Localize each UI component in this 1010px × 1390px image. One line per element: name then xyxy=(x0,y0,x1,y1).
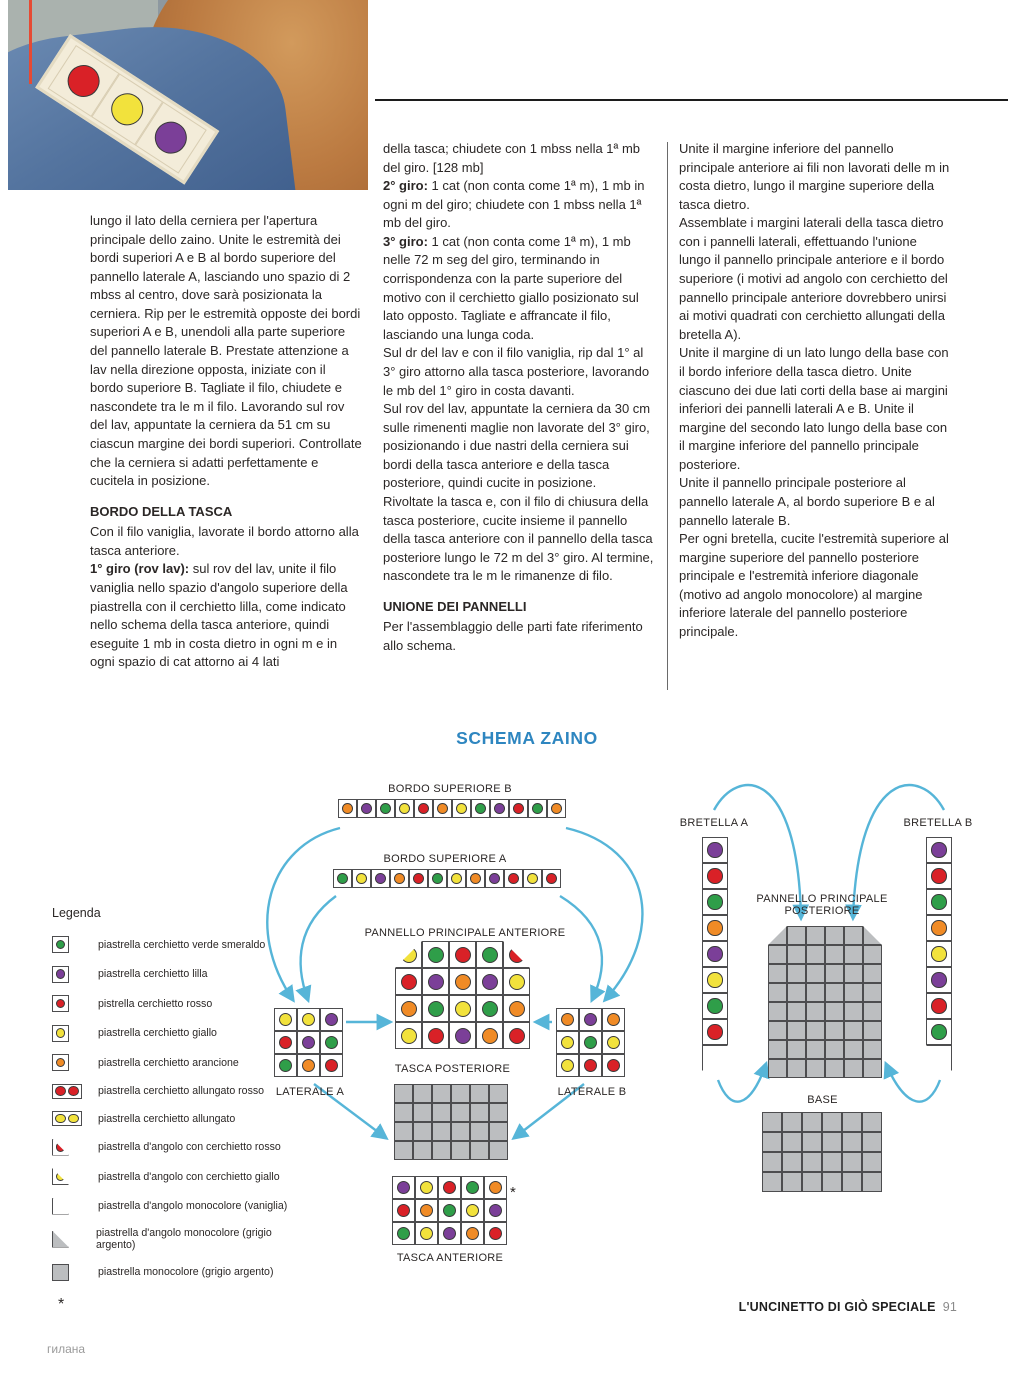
legend-item xyxy=(52,1227,302,1251)
label-bretella-a: BRETELLA A xyxy=(679,817,749,829)
footnote-mark: * xyxy=(58,1296,65,1313)
paragraph: della tasca; chiudete con 1 mbss nella 1ª mb del giro. [128 mb] xyxy=(383,141,641,175)
legend-item xyxy=(52,1198,302,1215)
legend-label: piastrella d'angolo monocolore (vaniglia) xyxy=(98,1200,288,1212)
tile-yellow-circle-icon xyxy=(52,1025,88,1042)
label-bordo-superiore-a: BORDO SUPERIORE A xyxy=(383,853,507,865)
tile-lilla-circle-icon xyxy=(52,966,88,983)
legend-label: piastrella monocolore (grigio argento) xyxy=(98,1266,274,1278)
legend-item xyxy=(52,1054,302,1071)
header-rule xyxy=(375,99,1008,101)
legend-label: piastrella cerchietto lilla xyxy=(98,968,208,980)
legend-title: Legenda xyxy=(52,906,101,920)
schema-title: SCHEMA ZAINO xyxy=(456,728,598,748)
page-edge-mark xyxy=(29,0,32,84)
bordo-superiore-a-strip xyxy=(333,869,561,888)
paragraph xyxy=(383,233,655,344)
run: 1 cat (non conta come 1ª m), 1 mb nelle 72 m seg del giro, terminando in corrispondenza con la parte superiore del motivo con il cerchietto giallo posizionato sul lato opposto. Tagliate e affrancate il filo, lasciando una lunga coda. xyxy=(383,233,639,342)
magazine-brand: L'UNCINETTO DI GIÒ SPECIALE xyxy=(738,1300,936,1314)
paragraph: Per l'assemblaggio delle parti fate riferimento allo schema. xyxy=(383,619,643,654)
tile-green-circle-icon xyxy=(52,936,88,953)
legend-item xyxy=(52,1025,302,1042)
legend-label: piastrella cerchietto allungato rosso xyxy=(98,1085,265,1097)
tasca-anteriore-grid xyxy=(392,1176,507,1245)
paragraph: Per ogni bretella, cucite l'estremità superiore al margine superiore del pannello posteriore principale e l'estremità inferiore diagonale (motivo ad angolo monocolore) al margine inferiore laterale del pannello posteriore principale. xyxy=(679,531,949,640)
corner-tile-red-icon xyxy=(52,1139,88,1156)
legend-label: piastrella d'angolo monocolore (grigio argento) xyxy=(96,1227,272,1251)
label-pannello-principale-posteriore: PANNELLO PRINCIPALE POSTERIORE xyxy=(756,893,888,917)
legend-label: piastrella cerchietto allungato xyxy=(98,1112,236,1125)
legend-label: piastrella cerchietto arancione xyxy=(98,1056,239,1069)
paragraph xyxy=(90,560,362,671)
label-bretella-b: BRETELLA B xyxy=(903,817,973,829)
paragraph: Rivoltate la tasca e, con il filo di chiusura della tasca posteriore, cucite insieme il pannello della tasca anteriore con il pannello della tasca posteriore lungo le 72 m del 3° giro. Al termine, nascondete tra le m le rimanenze di filo. xyxy=(383,493,654,584)
section-heading: BORDO DELLA TASCA xyxy=(90,503,233,519)
run: 1 cat (non conta come 1ª m), 1 mb in ogni m del giro; chiudete con 1 mbss nella 1ª mb del giro. xyxy=(383,178,645,231)
legend-label: pistrella cerchietto rosso xyxy=(98,997,213,1010)
legend-label: piastrella cerchietto giallo xyxy=(98,1027,217,1039)
paragraph: Sul rov del lav, appuntate la cerniera da 30 cm sulle rimenenti maglie non lavorate del 3° giro, posizionando i due nastri della cerniera sui bordi della tasca anteriore e della tasca posteriore, quindi cucite in posizione. xyxy=(383,401,651,491)
tile-gray-icon xyxy=(52,1264,88,1281)
footer xyxy=(739,1300,957,1314)
text-column-3 xyxy=(679,140,951,642)
label-bordo-superiore-b: BORDO SUPERIORE B xyxy=(388,783,512,795)
watermark: гилана xyxy=(47,1342,86,1356)
legend-item xyxy=(52,1168,302,1185)
corner-tile-vanilla-icon xyxy=(52,1198,88,1215)
legend-label: piastrella cerchietto verde smeraldo xyxy=(98,938,266,951)
tasca-posteriore-grid xyxy=(394,1084,508,1160)
laterale-b-grid xyxy=(556,1008,625,1077)
legend-item xyxy=(52,966,302,983)
run: sul rov del lav, unite il filo vaniglia nello spazio d'angolo superiore della piastrella con il cerchietto lilla, come indicato nello schema della tasca anteriore, quindi eseguite 1 mb in costa dietro in ogni m e in ogni spazio di cat attorno ai 4 lati xyxy=(90,561,348,670)
tasca-anteriore-note-mark: * xyxy=(510,1184,516,1201)
tile-orange-circle-icon xyxy=(52,1054,88,1071)
label-pannello-principale-anteriore: PANNELLO PRINCIPALE ANTERIORE xyxy=(364,927,566,939)
arrow-bordoA-to-lateraleA xyxy=(301,896,336,1000)
paragraph: Unite il pannello principale posteriore al pannello laterale A, al bordo superiore B e al pannello laterale B. xyxy=(679,475,935,528)
arrow-bordoA-to-lateraleB xyxy=(560,896,602,1000)
legend-item xyxy=(52,936,302,953)
legend-label: piastrella d'angolo con cerchietto giallo xyxy=(98,1170,280,1183)
column-divider xyxy=(667,142,668,690)
tile-elongated-red-icon xyxy=(52,1084,88,1099)
paragraph: Con il filo vaniglia, lavorate il bordo attorno alla tasca anteriore. xyxy=(90,524,359,558)
base-grid xyxy=(762,1112,882,1192)
bordo-superiore-b-strip xyxy=(338,799,566,818)
legend-item xyxy=(52,1111,302,1126)
label-laterale-b: LATERALE B xyxy=(557,1086,627,1098)
legend xyxy=(52,906,302,1293)
corner-tile-yellow-icon xyxy=(52,1168,88,1185)
label-tasca-anteriore: TASCA ANTERIORE xyxy=(396,1252,504,1264)
bretella-a-strip xyxy=(702,837,728,1071)
legend-item xyxy=(52,995,302,1012)
legend-item xyxy=(52,1264,302,1281)
label-tasca-posteriore: TASCA POSTERIORE xyxy=(394,1063,511,1075)
pannello-principale-anteriore-grid xyxy=(395,941,530,1049)
paragraph xyxy=(383,177,655,233)
tile-red-circle-icon xyxy=(52,995,88,1012)
run-bold: 3° giro: xyxy=(383,233,428,249)
label-laterale-a: LATERALE A xyxy=(275,1086,345,1098)
text-column-1 xyxy=(90,212,362,672)
paragraph: Unite il margine inferiore del pannello principale anteriore ai fili non lavorati delle m in costa dietro, lungo il margine superiore della tasca dietro. xyxy=(679,141,950,212)
legend-label: piastrella d'angolo con cerchietto rosso xyxy=(98,1141,281,1153)
pannello-principale-posteriore-grid xyxy=(768,926,882,1078)
arrow-bordoB-to-lateraleB xyxy=(566,828,642,1000)
section-heading: UNIONE DEI PANNELLI xyxy=(383,598,527,614)
hero-photo xyxy=(8,0,368,190)
paragraph: Unite il margine di un lato lungo della base con il bordo inferiore della tasca dietro. Unite ciascuno dei due lati corti della base ai margini inferiori dei pannelli laterali A e B. Unite il margine del secondo lato lungo della base con il margine inferiore del pannello principale posteriore. xyxy=(679,345,949,472)
run-bold: 2° giro: xyxy=(383,178,428,194)
legend-item xyxy=(52,1139,302,1156)
label-base: BASE xyxy=(807,1094,838,1106)
text-column-2 xyxy=(383,140,655,656)
paragraph: Sul dr del lav e con il filo vaniglia, rip dal 1° al 3° giro attorno alla tasca posteriore, lavorando le mb del 1° giro in costa davanti. xyxy=(383,345,650,398)
legend-item xyxy=(52,1084,302,1099)
tile-elongated-yellow-icon xyxy=(52,1111,88,1126)
run-bold: 1° giro (rov lav): xyxy=(90,561,190,577)
corner-tile-gray-icon xyxy=(52,1231,86,1248)
paragraph: Assemblate i margini laterali della tasca dietro con i pannelli laterali, effettuando l'unione lungo il pannello principale anteriore e il bordo superiore (i motivi ad angolo con cerchietto del pannello principale anteriore dovrebbero unirsi ai motivi quadrati con cerchietto allungati della bretella A). xyxy=(679,215,948,342)
paragraph: lungo il lato della cerniera per l'apertura principale dello zaino. Unite le estremità dei bordi superiori A e B al bordo superiore del pannello laterale A, lasciando uno spazio di 2 mbss al centro, dove sarà posizionata la cerniera. Rip per le estremità opposte dei bordi superiori A e B, unendoli alla parte superiore del pannello laterale B. Prestate attenzione a lav nella direzione opposta, iniziate con il bordo superiore B. Tagliate il filo, chiudete e nascondete tra le m il filo. Lavorando sul rov del lav, appuntate la cerniera da 51 cm su ciascun margine dei bordi superiori. Controllate che la cerniera si adatti perfettamente e cucitela in posizione. xyxy=(90,213,362,489)
page-number: 91 xyxy=(942,1300,957,1314)
bretella-b-strip xyxy=(926,837,952,1071)
